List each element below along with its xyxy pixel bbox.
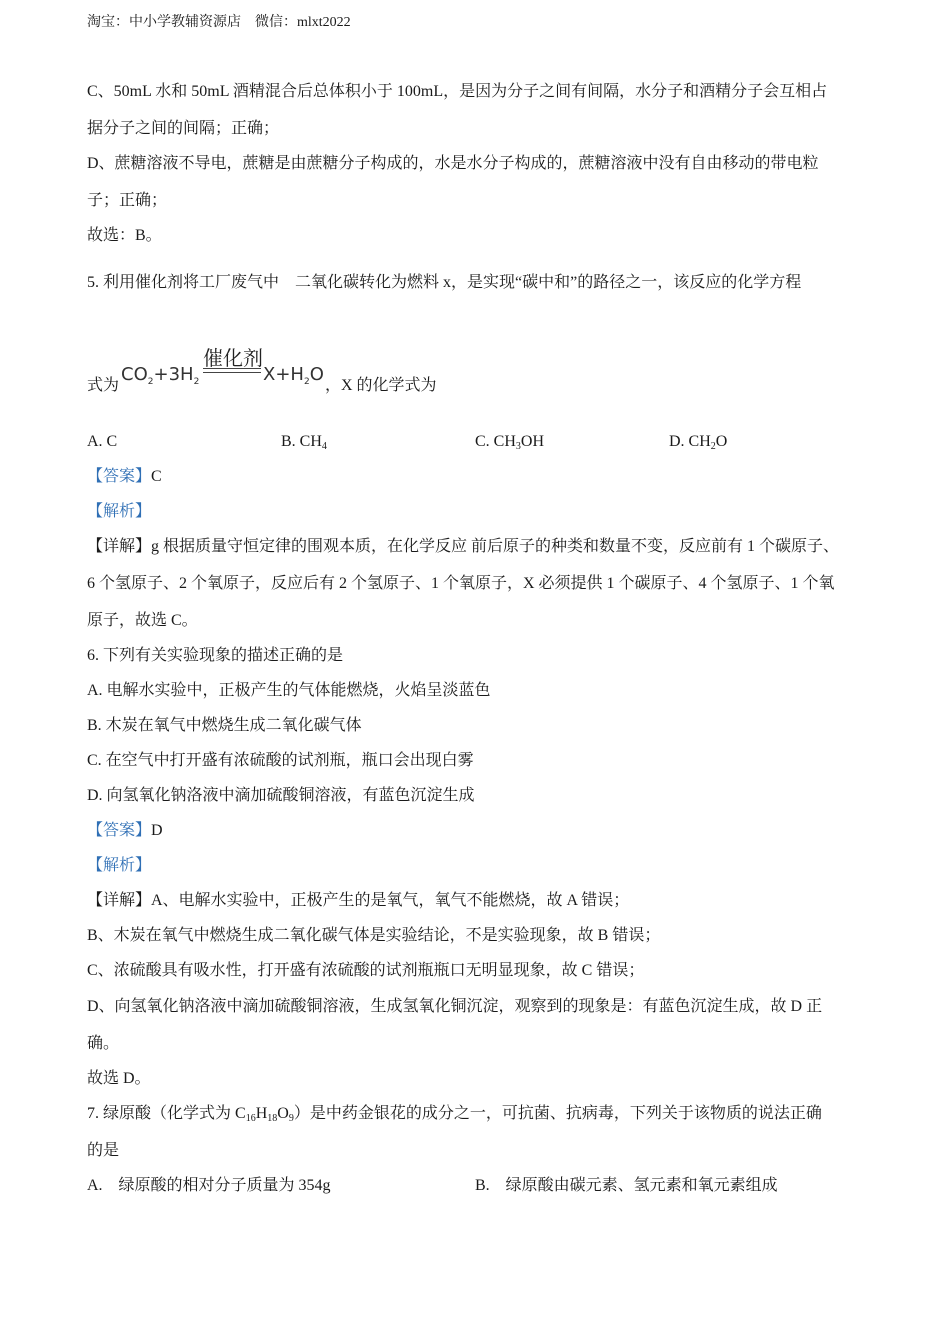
q5-eq-arrow — [203, 368, 261, 373]
q6-answer: 【答案】D — [87, 822, 163, 839]
q5-eq-reactants: $CO_2+3H_2$ — [121, 364, 200, 387]
q5-option-a: A. C — [87, 433, 118, 450]
q4-option-d-line1: D、蔗糖溶液不导电，蔗糖是由蔗糖分子构成的，水是水分子构成的，蔗糖溶液中没有自由移动的带电粒 — [87, 155, 819, 172]
q4-choose: 故选：B。 — [87, 227, 162, 244]
q6-detail-a: 【详解】A、电解水实验中，正极产生的是氧气，氧气不能燃烧，故 A 错误； — [87, 892, 630, 909]
q5-option-c: C. $CH_3OH$ — [475, 433, 545, 452]
q6-option-d: D. 向氢氧化钠洛液中滴加硫酸铜溶液，有蓝色沉淀生成 — [87, 787, 475, 804]
q5-eq-catalyst: 催化剂 — [203, 346, 263, 370]
q5-eq-prefix: 式为 — [87, 377, 120, 394]
q7-stem-line1: 7. 绿原酸（化学式为 $C_{16}H_{18}O_9$）是中药金银花的成分之一，可抗菌、抗病毒，下列关于该物质的说法正确 — [87, 1105, 822, 1124]
q5-option-b: B. $CH_4$ — [281, 433, 327, 452]
q6-option-b: B. 木炭在氧气中燃烧生成二氧化碳气体 — [87, 717, 362, 734]
q6-option-a: A. 电解水实验中，正极产生的气体能燃烧，火焰呈淡蓝色 — [87, 682, 491, 699]
q6-choose: 故选 D。 — [87, 1070, 151, 1087]
q7-option-a: A. 绿原酸的相对分子质量为 354g — [87, 1177, 331, 1194]
q5-answer: 【答案】C — [87, 468, 162, 485]
q4-option-c-line1: C、50mL 水和 50mL 酒精混合后总体积小于 100mL，是因为分子之间有间隔，水分子和酒精分子会互相占 — [87, 83, 828, 100]
q5-detail-line3: 原子，故选 C。 — [87, 612, 198, 629]
q4-option-c-line2: 据分子之间的间隔；正确； — [87, 120, 280, 137]
page-header: 淘宝：中小学教辅资源店 微信：mlxt2022 — [87, 15, 351, 30]
q6-detail-d-line1: D、向氢氧化钠洛液中滴加硫酸铜溶液，生成氢氧化铜沉淀，观察到的现象是：有蓝色沉淀生成，故 D 正 — [87, 998, 823, 1015]
q5-eq-suffix: ，X 的化学式为 — [325, 377, 437, 394]
q6-detail-c: C、浓硫酸具有吸水性，打开盛有浓硫酸的试剂瓶瓶口无明显现象，故 C 错误； — [87, 962, 645, 979]
q5-detail-line1: 【详解】g 根据质量守恒定律的围观本质，在化学反应 前后原子的种类和数量不变，反应前有 1 个碳原子、 — [87, 538, 840, 555]
q5-eq-products: $X+H_2O$ — [263, 364, 324, 387]
q7-option-b: B. 绿原酸由碳元素、氢元素和氧元素组成 — [475, 1177, 778, 1194]
q6-detail-d-line2: 确。 — [87, 1035, 120, 1052]
q4-option-d-line2: 子；正确； — [87, 192, 168, 209]
q5-chemical-equation — [87, 340, 587, 395]
q6-option-c: C. 在空气中打开盛有浓硫酸的试剂瓶，瓶口会出现白雾 — [87, 752, 474, 769]
q5-analysis-label: 【解析】 — [87, 503, 152, 520]
q6-detail-b: B、木炭在氧气中燃烧生成二氧化碳气体是实验结论，不是实验现象，故 B 错误； — [87, 927, 661, 944]
q6-analysis-label: 【解析】 — [87, 857, 152, 874]
q5-detail-line2: 6 个氢原子、2 个氧原子，反应后有 2 个氢原子、1 个氧原子，X 必须提供 1 个碳原子、4 个氢原子、1 个氧 — [87, 575, 835, 592]
q7-stem-line2: 的是 — [87, 1142, 120, 1159]
q6-stem: 6. 下列有关实验现象的描述正确的是 — [87, 647, 344, 664]
q5-option-d: D. $CH_2O$ — [669, 433, 728, 452]
q5-stem: 5. 利用催化剂将工厂废气中 二氧化碳转化为燃料 x，是实现“碳中和”的路径之一，该反应的化学方程 — [87, 274, 802, 291]
